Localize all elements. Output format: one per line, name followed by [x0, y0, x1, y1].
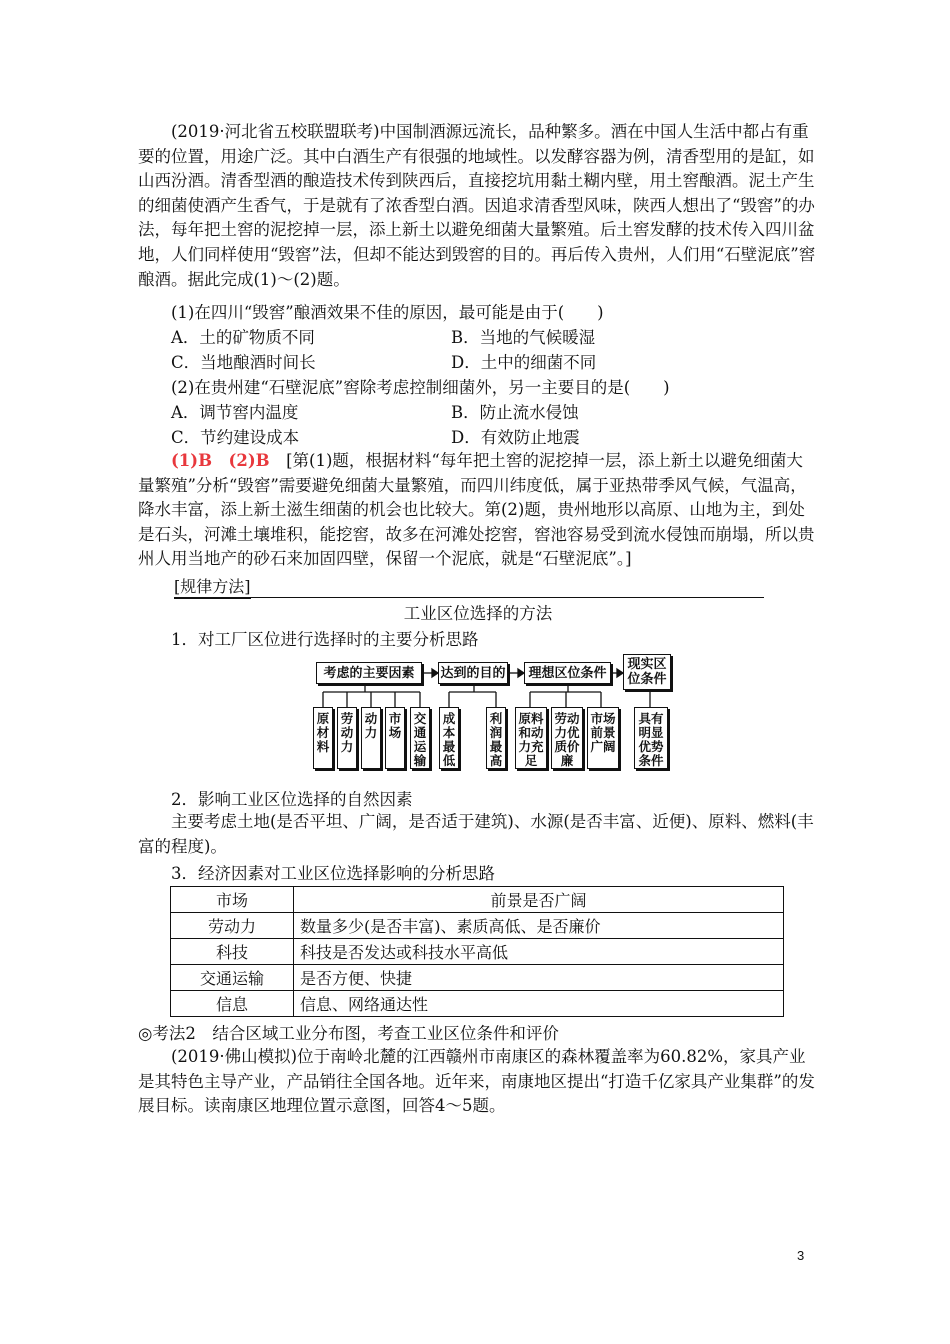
table-value: 是否方便、快捷: [294, 965, 784, 991]
q1-option-a: A．土的矿物质不同: [171, 328, 315, 347]
q1-option-b: B．当地的气候暖湿: [451, 328, 596, 347]
flow-ideal-market-text: 市场前景广阔: [590, 711, 616, 754]
flow-header-ideal: 理想区位条件: [524, 662, 611, 684]
table-value: 信息、网络通达性: [294, 991, 784, 1017]
flow-factor-transport: [410, 707, 430, 769]
flow-factor-power: [361, 707, 381, 769]
answer-explanation: [138, 449, 818, 572]
q1-option-d: D．土中的细菌不同: [451, 353, 597, 372]
table-key: 劳动力: [171, 913, 294, 939]
flow-factor-power-text: 动力: [364, 711, 378, 740]
table-row: [171, 991, 784, 1017]
table-row: [171, 887, 784, 913]
question-intro: (2019·河北省五校联盟联考)中国制酒源远流长，品种繁多。酒在中国人生活中都占有重要的位置，用途广泛。其中白酒生产有很强的地域性。以发酵容器为例，清香型用的是缸，如山西汾酒。清香型酒的酿造技术传到陕西后，直接挖坑用黏土糊内壁，用土窖酿酒。泥土产生的细菌使酒产生香气，于是就有了浓香型白酒。因追求清香型风味，陕西人想出了“毁窖”的办法，每年把土窖的泥挖掉一层，添上新土以避免细菌大量繁殖。后土窖发酵的技术传入四川盆地，人们同样使用“毁窖”法，但却不能达到毁窖的目的。再后传入贵州，人们用“石壁泥底”窖酿酒。据此完成(1)～(2)题。: [138, 122, 816, 289]
q1-option-c: C．当地酿酒时间长: [171, 353, 316, 372]
flowchart: [308, 652, 680, 774]
section-3-title: 3．经济因素对工业区位选择影响的分析思路: [171, 864, 495, 883]
flow-goal-cost: [439, 707, 459, 769]
flow-factor-market-text: 市场: [388, 711, 402, 740]
q2-stem: (2)在贵州建“石壁泥底”窖除考虑控制细菌外，另一主要目的是( ): [171, 378, 670, 397]
table-key: 信息: [171, 991, 294, 1017]
flow-ideal-labor-text: 劳动力优质价廉: [554, 711, 580, 768]
question-intro-2: (2019·佛山模拟)位于南岭北麓的江西赣州市南康区的森林覆盖率为60.82%，家具产业是其特色主导产业，产品销往全国各地。近年来，南康地区提出“打造千亿家具产业集群”的发展目标。读南康区地理位置示意图，回答4～5题。: [138, 1047, 815, 1116]
flow-header-real: [623, 654, 671, 690]
method-tag: [规律方法]: [174, 574, 251, 599]
flow-header-factors: 考虑的主要因素: [316, 662, 422, 684]
method-title: 工业区位选择的方法: [403, 604, 553, 623]
flow-factor-labor: [337, 707, 357, 769]
flow-goal-profit-text: 利润最高: [489, 711, 503, 768]
flow-header-real-text: 现实区位条件: [627, 657, 667, 687]
section-1-title: 1．对工厂区位进行选择时的主要分析思路: [171, 630, 479, 649]
table-key: 科技: [171, 939, 294, 965]
table-value: 数量多少(是否丰富)、素质高低、是否廉价: [294, 913, 784, 939]
table-row: [171, 939, 784, 965]
flow-ideal-market: [587, 707, 619, 769]
table-row: [171, 913, 784, 939]
q1-stem: (1)在四川“毁窖”酿酒效果不佳的原因，最可能是由于( ): [171, 303, 604, 322]
flow-factor-labor-text: 劳动力: [340, 711, 354, 754]
answer-2: (2)B: [228, 451, 270, 470]
flow-header-goal: 达到的目的: [438, 662, 508, 684]
flow-factor-raw: [313, 707, 333, 769]
q2-option-c: C．节约建设成本: [171, 428, 300, 447]
table-key: 市场: [171, 887, 294, 913]
flow-goal-profit: [486, 707, 506, 769]
flow-real-advantage-text: 具有明显优势条件: [638, 711, 664, 768]
q2-option-d: D．有效防止地震: [451, 428, 580, 447]
flow-ideal-labor: [551, 707, 583, 769]
table-row: [171, 965, 784, 991]
q2-option-b: B．防止流水侵蚀: [451, 403, 579, 422]
section-2-body: 主要考虑土地(是否平坦、广阔，是否适于建筑)、水源(是否丰富、近便)、原料、燃料(丰富的程度)。: [138, 812, 814, 856]
flow-goal-cost-text: 成本最低: [442, 711, 456, 768]
page-number: 3: [797, 1248, 805, 1263]
kaofa-2-heading: ◎考法2 结合区域工业分布图，考查工业区位条件和评价: [138, 1024, 559, 1043]
flow-real-advantage: [634, 707, 668, 769]
flow-factor-raw-text: 原材料: [316, 711, 330, 754]
flow-ideal-resources: [515, 707, 547, 769]
q2-option-a: A．调节窖内温度: [171, 403, 299, 422]
section-2-title: 2．影响工业区位选择的自然因素: [171, 790, 413, 809]
answer-text: [第(1)题，根据材料“每年把土窖的泥挖掉一层，添上新土以避免细菌大量繁殖”分析“毁窖”需要避免细菌大量繁殖，而四川纬度低，属于亚热带季风气候，气温高，降水丰富，添上新土滋生细菌的机会也比较大。第(2)题，贵州地形以高原、山地为主，到处是石头，河滩土壤堆积，能挖窖，故多在河滩处挖窖，窖池容易受到流水侵蚀而崩塌，所以贵州人用当地产的砂石来加固四壁，保留一个泥底，就是“石壁泥底”。]: [138, 451, 815, 569]
answer-1: (1)B: [171, 451, 213, 470]
table-value: 前景是否广阔: [294, 887, 784, 913]
table-key: 交通运输: [171, 965, 294, 991]
flow-factor-market: [385, 707, 405, 769]
section-rule: [174, 597, 764, 598]
flow-factor-transport-text: 交通运输: [413, 711, 427, 768]
table-value: 科技是否发达或科技水平高低: [294, 939, 784, 965]
economic-factors-table: [170, 886, 784, 1017]
flow-ideal-resources-text: 原料和动力充足: [518, 711, 544, 768]
